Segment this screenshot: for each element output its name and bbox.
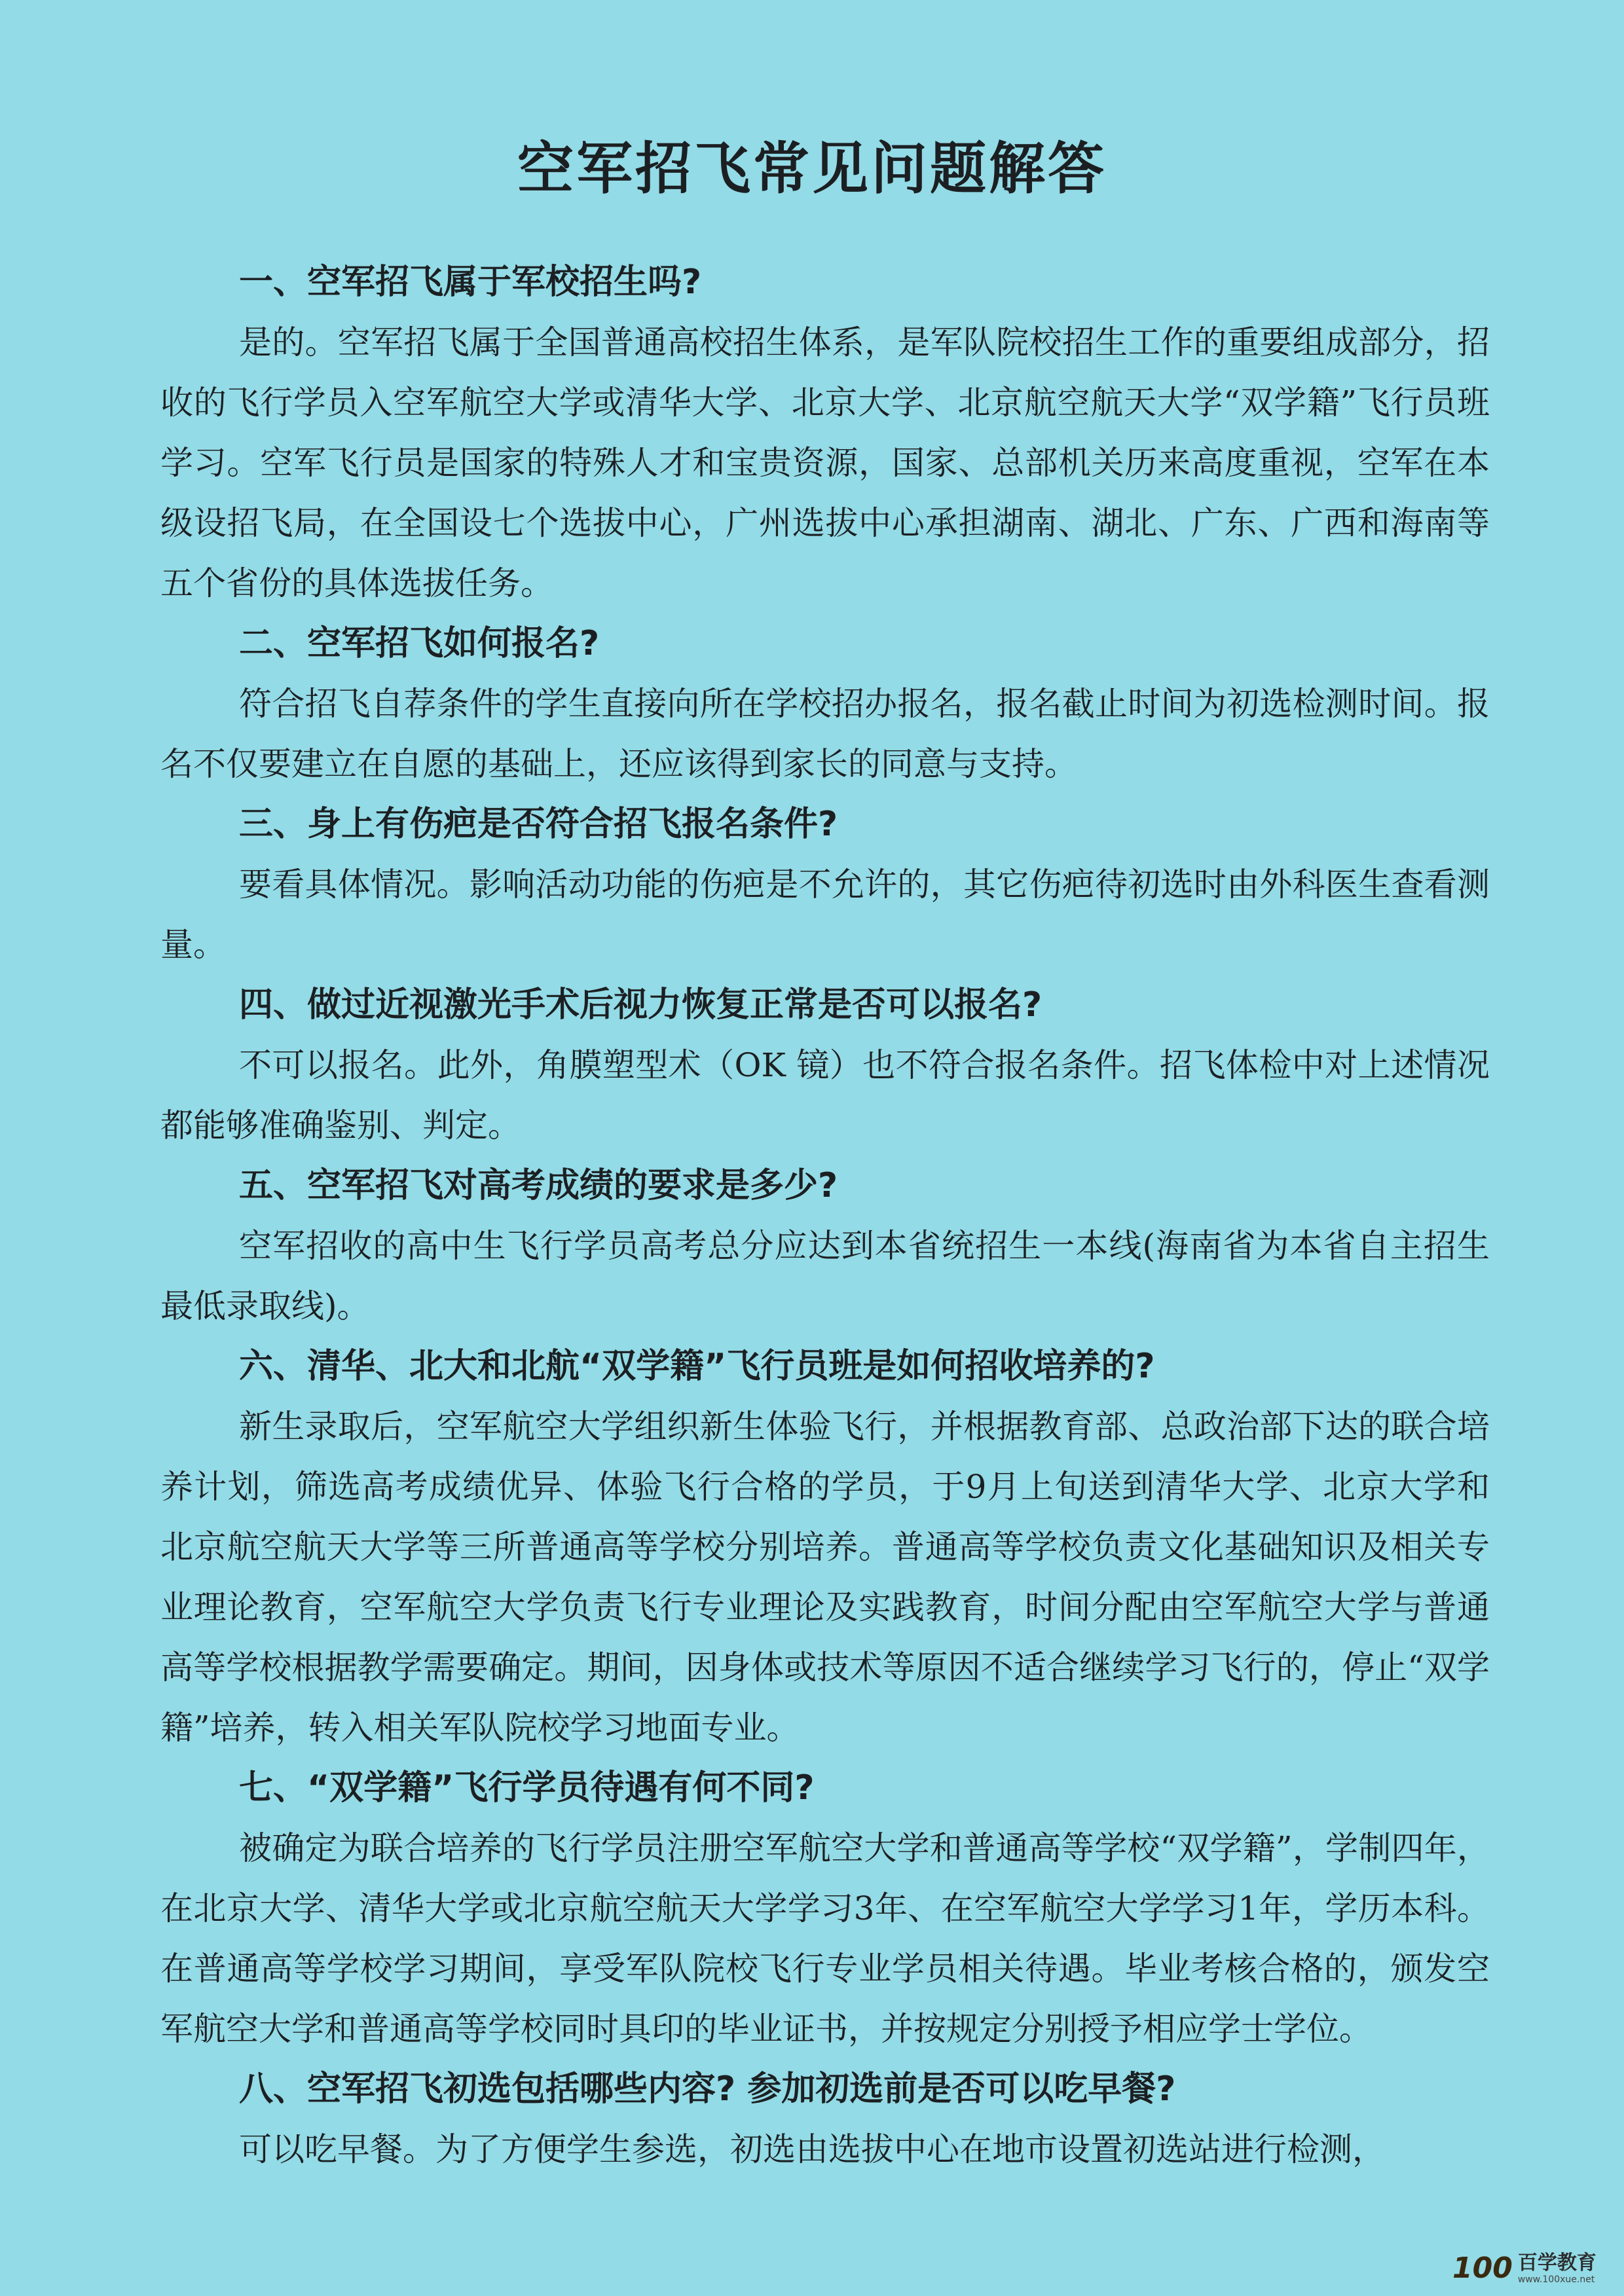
qa-list xyxy=(160,252,1490,2179)
question-3: 三、身上有伤疤是否符合招飞报名条件? xyxy=(239,805,838,844)
answer-4: 不可以报名。此外，角膜塑型术（OK 镜）也不符合报名条件。招飞体检中对上述情况都能够准确鉴别、判定。 xyxy=(160,1046,1490,1144)
answer-8: 可以吃早餐。为了方便学生参选，初选由选拔中心在地市设置初选站进行检测， xyxy=(239,2130,1385,2168)
question-2: 二、空军招飞如何报名? xyxy=(239,624,600,663)
question-8: 八、空军招飞初选包括哪些内容? 参加初选前是否可以吃早餐? xyxy=(239,2069,1176,2109)
answer-2: 符合招飞自荐条件的学生直接向所在学校招办报名，报名截止时间为初选检测时间。报名不仅要建立在自愿的基础上，还应该得到家长的同意与支持。 xyxy=(160,685,1490,783)
document-title: 空军招飞常见问题解答 xyxy=(517,136,1107,202)
answer-1: 是的。空军招飞属于全国普通高校招生体系，是军队院校招生工作的重要组成部分，招收的飞行学员入空军航空大学或清华大学、北京大学、北京航空航天大学“双学籍”飞行员班学习。空军飞行员是国家的特殊人才和宝贵资源，国家、总部机关历来高度重视，空军在本级设招飞局，在全国设七个选拔中心，广州选拔中心承担湖南、湖北、广东、广西和海南等五个省份的具体选拔任务。 xyxy=(160,323,1490,602)
answer-3: 要看具体情况。影响活动功能的伤疤是不允许的，其它伤疤待初选时由外科医生查看测量。 xyxy=(160,866,1490,964)
question-5: 五、空军招飞对高考成绩的要求是多少? xyxy=(239,1166,838,1205)
logo-url: www.100xue.net xyxy=(1517,2274,1595,2285)
answer-5: 空军招收的高中生飞行学员高考总分应达到本省统招生一本线(海南省为本省自主招生最低录取线)。 xyxy=(160,1227,1490,1325)
logo-text xyxy=(1518,2252,1596,2285)
question-1: 一、空军招飞属于军校招生吗? xyxy=(239,263,702,302)
question-7: 七、“双学籍”飞行学员待遇有何不同? xyxy=(239,1768,815,1808)
question-6: 六、清华、北大和北航“双学籍”飞行员班是如何招收培养的? xyxy=(239,1347,1155,1386)
question-4: 四、做过近视激光手术后视力恢复正常是否可以报名? xyxy=(239,985,1043,1025)
watermark-logo xyxy=(1452,2252,1596,2285)
answer-6: 新生录取后，空军航空大学组织新生体验飞行，并根据教育部、总政治部下达的联合培养计划，筛选高考成绩优异、体验飞行合格的学员，于9月上旬送到清华大学、北京大学和北京航空航天大学等三所普通高等学校分别培养。普通高等学校负责文化基础知识及相关专业理论教育，空军航空大学负责飞行专业理论及实践教育，时间分配由空军航空大学与普通高等学校根据教学需要确定。期间，因身体或技术等原因不适合继续学习飞行的，停止“双学籍”培养，转入相关军队院校学习地面专业。 xyxy=(160,1408,1490,1747)
logo-name: 百学教育 xyxy=(1517,2251,1596,2274)
answer-7: 被确定为联合培养的飞行学员注册空军航空大学和普通高等学校“双学籍”，学制四年，在北京大学、清华大学或北京航空航天大学学习3年、在空军航空大学学习1年，学历本科。在普通高等学校学习期间，享受军队院校飞行专业学员相关待遇。毕业考核合格的，颁发空军航空大学和普通高等学校同时具印的毕业证书，并按规定分别授予相应学士学位。 xyxy=(160,1829,1490,2048)
logo-mark: 100 xyxy=(1452,2251,1513,2285)
